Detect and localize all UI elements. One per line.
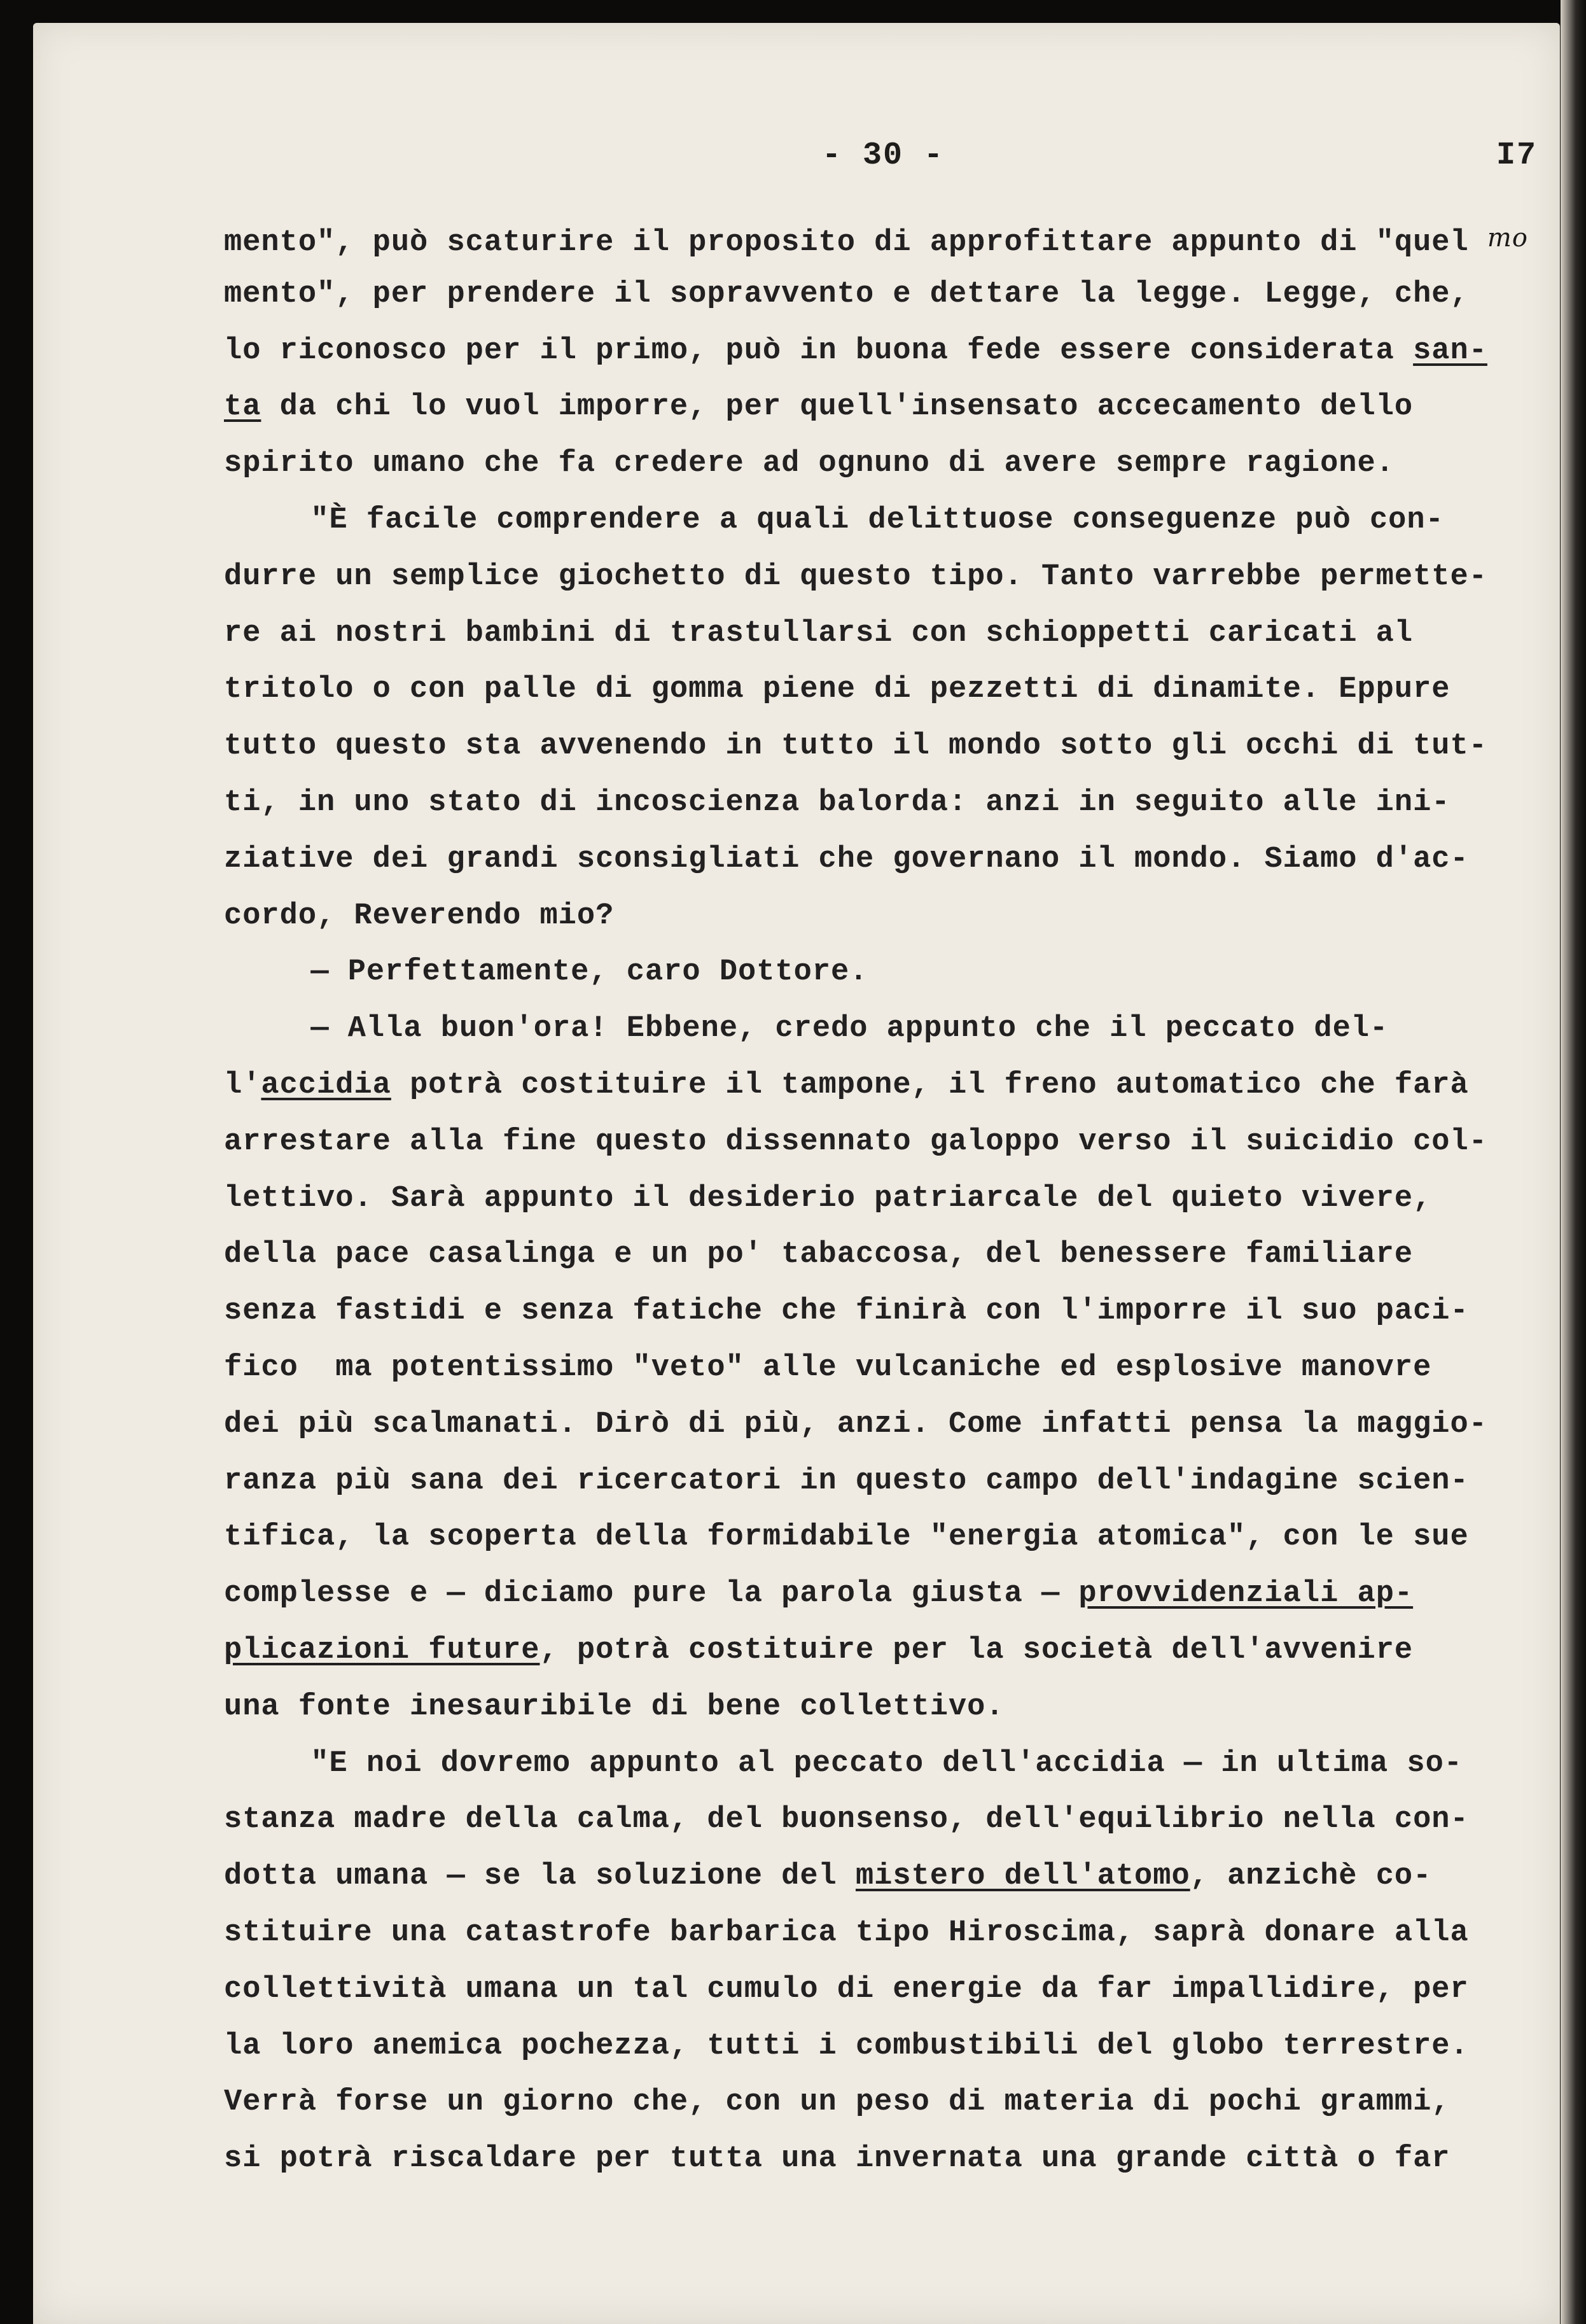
text-segment: l' xyxy=(224,1068,261,1102)
text-line xyxy=(224,1905,1554,1962)
underlined-text: san- xyxy=(1413,333,1487,368)
text-segment: stanza madre della calma, del buonsenso, dell'equilibrio nella con- xyxy=(224,1803,1469,1837)
text-segment: — Alla buon'ora! Ebbene, credo appunto che il peccato del- xyxy=(310,1012,1389,1046)
underlined-text: ta xyxy=(224,390,261,424)
text-line xyxy=(224,2131,1554,2188)
text-segment: complesse e — diciamo pure la parola giusta — xyxy=(224,1577,1079,1611)
text-segment: mento", per prendere il sopravvento e dettare la legge. Legge, che, xyxy=(224,277,1469,311)
text-line xyxy=(224,1114,1554,1171)
text-line xyxy=(224,379,1554,436)
text-line xyxy=(224,1736,1554,1793)
text-line xyxy=(224,1509,1554,1566)
text-segment: spirito umano che fa credere ad ognuno di avere sempre ragione. xyxy=(224,447,1395,481)
text-line xyxy=(224,1566,1554,1623)
text-segment: — Perfettamente, caro Dottore. xyxy=(310,955,868,990)
text-line xyxy=(224,1001,1554,1058)
text-line xyxy=(224,1792,1554,1849)
text-segment: collettività umana un tal cumulo di energie da far impallidire, per xyxy=(224,1972,1469,2006)
text-segment: ti, in uno stato di incoscienza balorda: anzi in seguito alle ini- xyxy=(224,785,1450,820)
text-segment: mento", può scaturire il proposito di approfittare appunto di "quel xyxy=(224,226,1487,260)
text-line xyxy=(224,267,1554,323)
body-text xyxy=(224,210,1554,2188)
text-segment: arrestare alla fine questo dissennato galoppo verso il suicidio col- xyxy=(224,1124,1487,1159)
text-segment: lo riconosco per il primo, può in buona fede essere considerata xyxy=(224,333,1414,368)
text-line xyxy=(224,775,1554,832)
text-segment: "E noi dovremo appunto al peccato dell'accidia — in ultima so- xyxy=(310,1746,1463,1781)
text-line xyxy=(224,1171,1554,1228)
text-segment: della pace casalinga e un po' tabaccosa, del benessere familiare xyxy=(224,1238,1414,1272)
text-line xyxy=(224,1679,1554,1736)
text-segment: la loro anemica pochezza, tutti i combustibili del globo terrestre. xyxy=(224,2029,1469,2063)
text-segment: lettivo. Sarà appunto il desiderio patriarcale del quieto vivere, xyxy=(224,1181,1432,1215)
scan-edge xyxy=(1561,0,1586,2324)
text-segment: dotta umana — se la soluzione del xyxy=(224,1859,856,1894)
text-line xyxy=(224,944,1554,1001)
text-line xyxy=(224,1623,1554,1679)
text-segment: re ai nostri bambini di trastullarsi con schioppetti caricati al xyxy=(224,616,1414,650)
text-line xyxy=(224,2075,1554,2131)
text-segment: potrà costituire il tampone, il freno automatico che farà xyxy=(391,1068,1469,1102)
text-line xyxy=(224,323,1554,380)
text-segment: "È facile comprendere a quali delittuose conseguenze può con- xyxy=(310,503,1444,537)
text-segment: , potrà costituire per la società dell'avvenire xyxy=(539,1633,1414,1667)
text-segment: ziative dei grandi sconsigliati che governano il mondo. Siamo d'ac- xyxy=(224,842,1469,876)
text-segment: tritolo o con palle di gomma piene di pezzetti di dinamite. Eppure xyxy=(224,673,1450,707)
page-number: - 30 - xyxy=(822,137,945,174)
text-segment: dei più scalmanati. Dirò di più, anzi. Come infatti pensa la maggio- xyxy=(224,1407,1487,1441)
text-line xyxy=(224,1227,1554,1284)
text-line xyxy=(224,1962,1554,2019)
text-line xyxy=(224,1397,1554,1453)
text-segment: stituire una catastrofe barbarica tipo Hiroscima, saprà donare alla xyxy=(224,1915,1469,1950)
text-segment: ranza più sana dei ricercatori in questo campo dell'indagine scien- xyxy=(224,1464,1469,1498)
text-segment: una fonte inesauribile di bene collettivo. xyxy=(224,1690,1005,1724)
text-segment: senza fastidi e senza fatiche che finirà con l'imporre il suo paci- xyxy=(224,1294,1469,1329)
text-line xyxy=(224,832,1554,888)
text-segment: Verrà forse un giorno che, con un peso di materia di pochi grammi, xyxy=(224,2085,1450,2120)
text-segment: si potrà riscaldare per tutta una invernata una grande città o far xyxy=(224,2142,1450,2176)
underlined-text: plicazioni future xyxy=(224,1633,540,1667)
text-segment: da chi lo vuol imporre, per quell'insensato accecamento dello xyxy=(261,390,1414,424)
text-line xyxy=(224,888,1554,945)
text-line xyxy=(224,1284,1554,1340)
handwritten-note: mo xyxy=(1487,223,1528,253)
underlined-text: mistero dell'atomo xyxy=(855,1859,1190,1894)
text-line xyxy=(224,549,1554,606)
underlined-text: accidia xyxy=(261,1068,391,1102)
text-line xyxy=(224,1849,1554,1905)
text-line xyxy=(224,493,1554,549)
text-segment: , anzichè co- xyxy=(1190,1859,1432,1894)
text-line xyxy=(224,718,1554,775)
page-reference: I7 xyxy=(1496,137,1538,174)
text-line xyxy=(224,2019,1554,2075)
text-segment: cordo, Reverendo mio? xyxy=(224,899,615,933)
text-line xyxy=(224,1340,1554,1397)
text-line xyxy=(224,1453,1554,1510)
text-segment: durre un semplice giochetto di questo tipo. Tanto varrebbe permette- xyxy=(224,559,1487,594)
text-segment: fico ma potentissimo "veto" alle vulcaniche ed esplosive manovre xyxy=(224,1350,1432,1385)
text-line xyxy=(224,662,1554,718)
text-segment: tifica, la scoperta della formidabile "energia atomica", con le sue xyxy=(224,1520,1469,1555)
text-segment: tutto questo sta avvenendo in tutto il mondo sotto gli occhi di tut- xyxy=(224,729,1487,764)
text-line xyxy=(224,1058,1554,1114)
text-line xyxy=(224,606,1554,662)
underlined-text: provvidenziali ap- xyxy=(1078,1577,1414,1611)
text-line xyxy=(224,210,1554,267)
text-line xyxy=(224,436,1554,493)
